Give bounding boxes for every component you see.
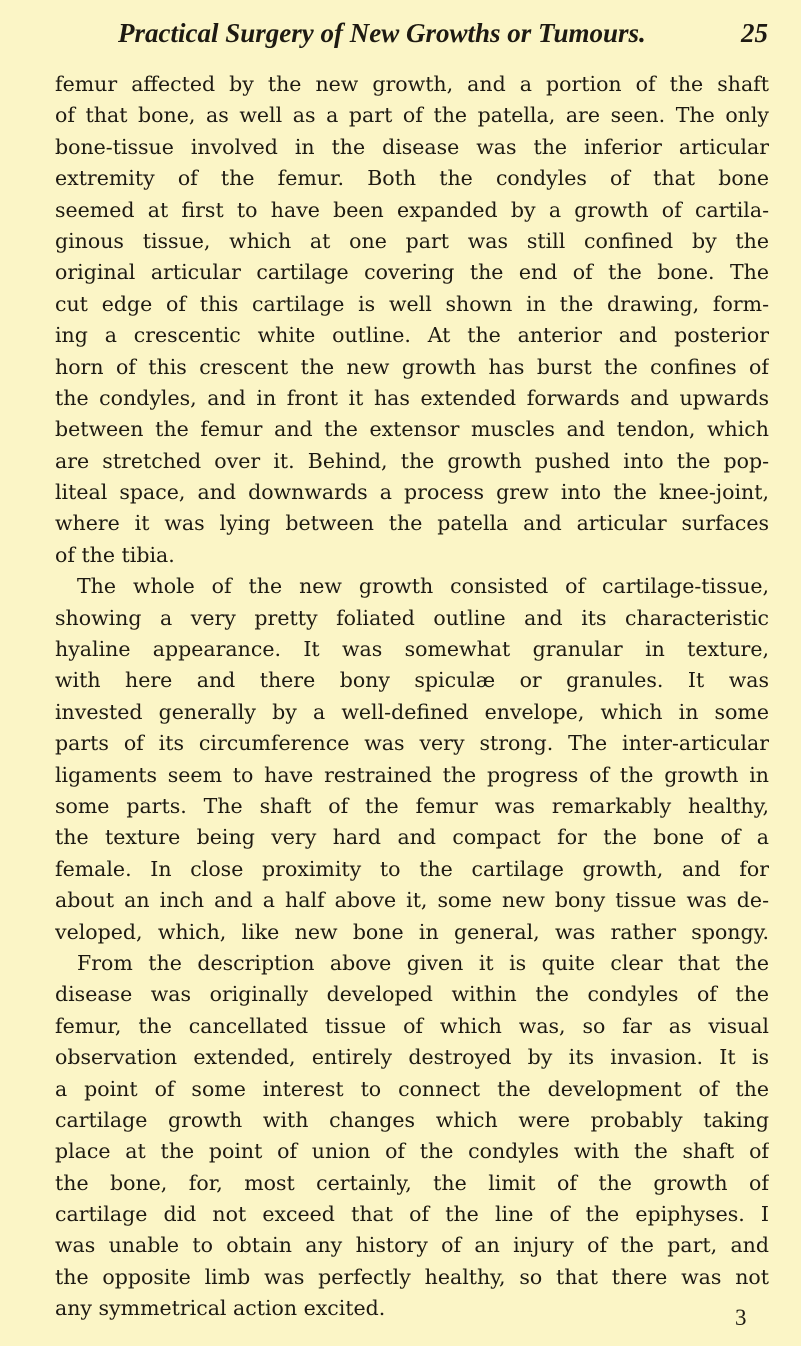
text-line: parts of its circumference was very strong. The inter-articular: [55, 731, 769, 756]
text-line: femur, the cancellated tissue of which was, so far as visual: [55, 1013, 769, 1038]
text-line: some parts. The shaft of the femur was remarkably healthy,: [55, 793, 769, 818]
text-line: veloped, which, like new bone in general, was rather spongy.: [55, 919, 769, 944]
running-head-title: Practical Surgery of New Growths or Tumours.: [118, 18, 646, 48]
text-line: original articular cartilage covering the end of the bone. The: [55, 260, 769, 285]
text-line: where it was lying between the patella and articular surfaces: [55, 511, 769, 536]
text-line: between the femur and the extensor muscles and tendon, which: [55, 417, 769, 442]
text-line: are stretched over it. Behind, the growth pushed into the pop-: [55, 448, 769, 473]
text-line: the bone, for, most certainly, the limit of the growth of: [55, 1170, 769, 1195]
text-line: about an inch and a half above it, some new bony tissue was de-: [55, 888, 769, 913]
text-line: a point of some interest to connect the development of the: [55, 1076, 769, 1101]
text-line: hyaline appearance. It was somewhat granular in texture,: [55, 637, 769, 662]
text-line: place at the point of union of the condyles with the shaft of: [55, 1139, 769, 1164]
paragraph-end-line: of the tibia.: [55, 542, 175, 567]
text-line: bone-tissue involved in the disease was the inferior articular: [55, 134, 769, 159]
body-text: [55, 69, 769, 1325]
page-number: 25: [741, 18, 768, 48]
text-line: femur affected by the new growth, and a portion of the shaft: [55, 72, 769, 96]
running-head: [118, 16, 768, 50]
text-line: was unable to obtain any history of an injury of the part, and: [55, 1233, 769, 1258]
text-line: seemed at first to have been expanded by a growth of cartila-: [55, 197, 769, 222]
text-line: showing a very pretty foliated outline and its characteristic: [55, 605, 769, 630]
text-line: cartilage growth with changes which were probably taking: [55, 1107, 769, 1132]
text-line: cartilage did not exceed that of the line of the epiphyses. I: [55, 1202, 769, 1227]
text-line: liteal space, and downwards a process grew into the knee-joint,: [55, 480, 769, 505]
paragraph-end-line: any symmetrical action excited.: [55, 1296, 386, 1321]
paragraph-first-line: From the description above given it is quite clear that the: [77, 950, 769, 975]
signature-mark: 3: [735, 1305, 747, 1330]
text-line: the condyles, and in front it has extended forwards and upwards: [55, 385, 769, 410]
text-line: ginous tissue, which at one part was still confined by the: [55, 228, 769, 253]
text-line: horn of this crescent the new growth has burst the confines of: [55, 354, 769, 379]
text-line: cut edge of this cartilage is well shown in the drawing, form-: [55, 291, 769, 316]
text-line: observation extended, entirely destroyed by its invasion. It is: [55, 1045, 769, 1070]
text-line: invested generally by a well-defined envelope, which in some: [55, 699, 769, 724]
text-line: the texture being very hard and compact for the bone of a: [55, 825, 769, 850]
text-line: of that bone, as well as a part of the patella, are seen. The only: [55, 103, 769, 128]
text-line: disease was originally developed within the condyles of the: [55, 982, 769, 1007]
text-line: the opposite limb was perfectly healthy, so that there was not: [55, 1264, 769, 1289]
text-line: female. In close proximity to the cartilage growth, and for: [55, 856, 769, 881]
text-line: with here and there bony spiculæ or granules. It was: [55, 668, 769, 693]
text-line: ligaments seem to have restrained the progress of the growth in: [55, 762, 769, 787]
paragraph-first-line: The whole of the new growth consisted of cartilage-tissue,: [77, 574, 769, 599]
text-line: extremity of the femur. Both the condyles of that bone: [55, 166, 769, 191]
text-line: ing a crescentic white outline. At the anterior and posterior: [55, 323, 769, 348]
